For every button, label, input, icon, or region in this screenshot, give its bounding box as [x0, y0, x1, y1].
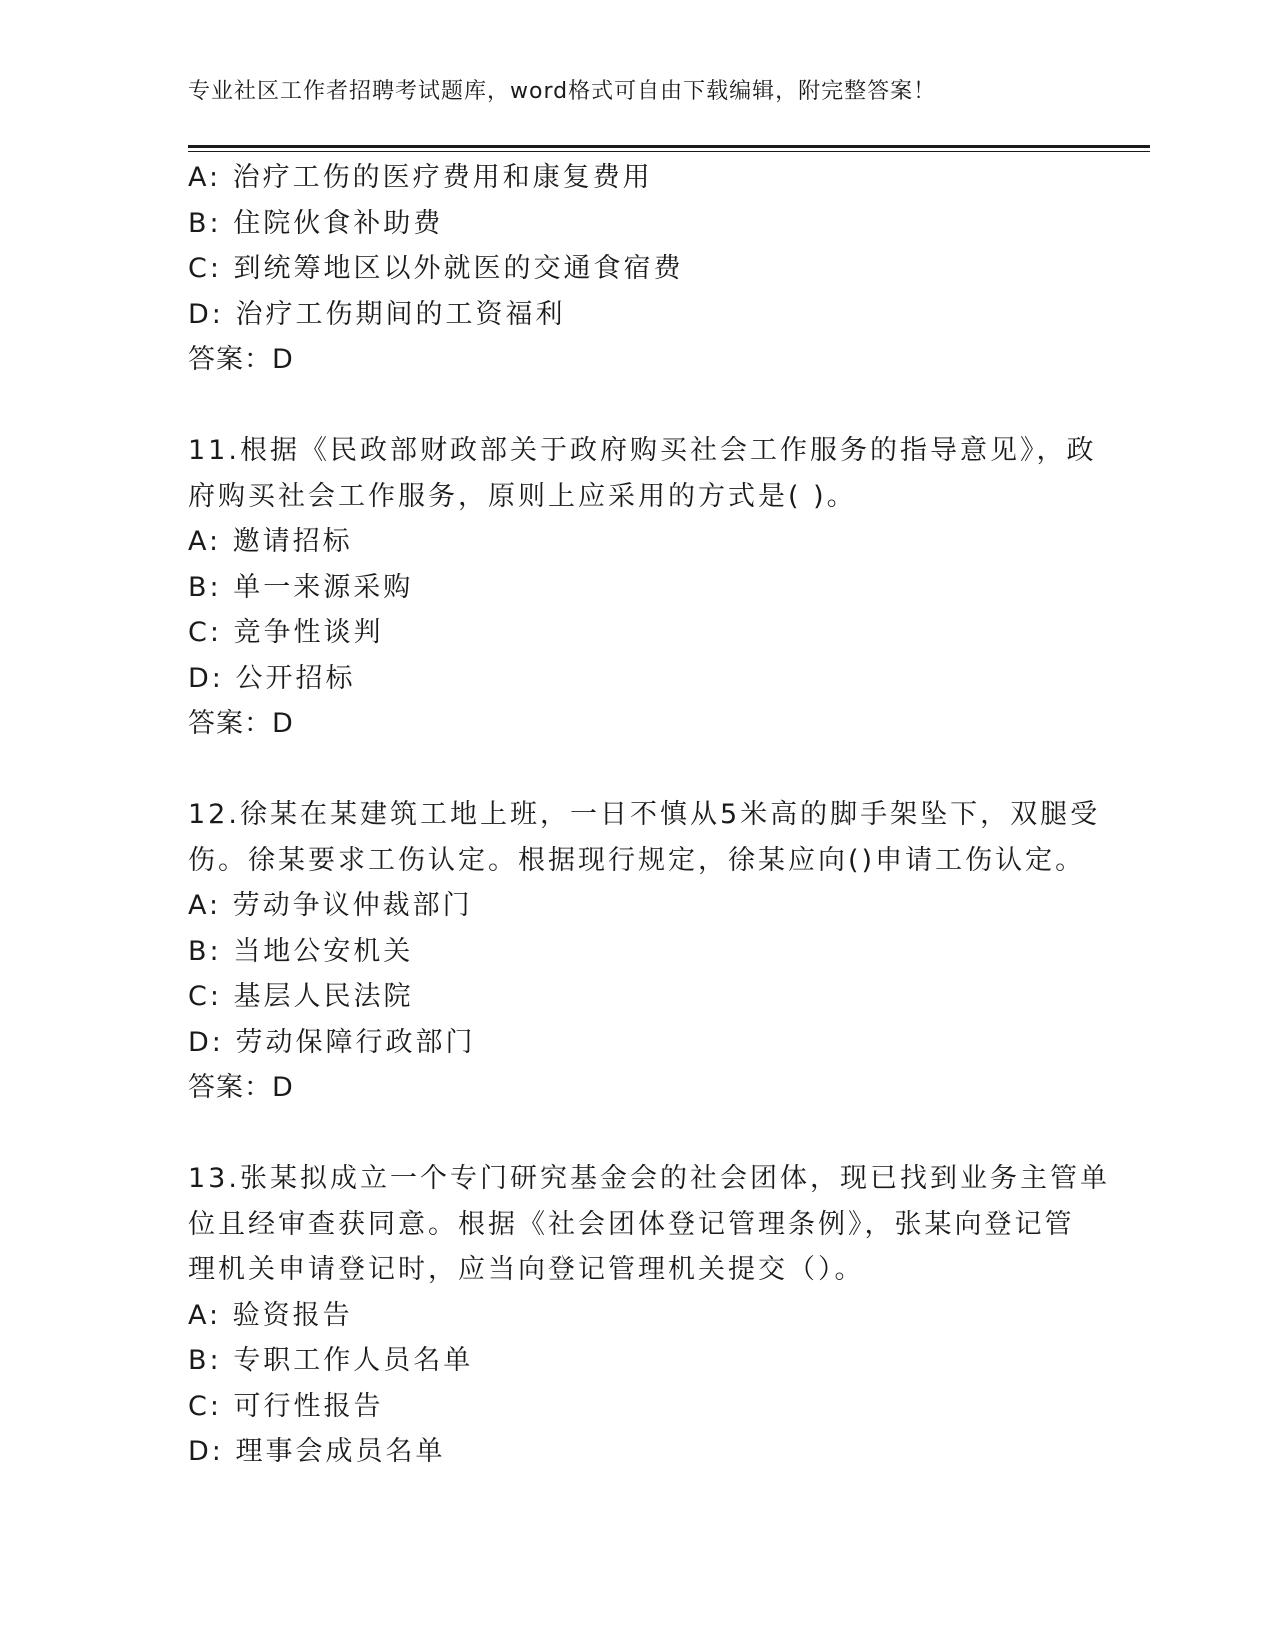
spacer [188, 747, 1068, 793]
option-c: C: 可行性报告 [188, 1390, 384, 1422]
header-rule-thin [188, 151, 1150, 152]
question-text-line: 12.徐某在某建筑工地上班，一日不慎从5米高的脚手架坠下，双腿受 [188, 799, 1101, 830]
question-text-line: 位且经审查获同意。根据《社会团体登记管理条例》，张某向登记管 [188, 1208, 1075, 1240]
option-b: B: 专职工作人员名单 [188, 1345, 474, 1376]
option-a: A: 劳动争议仲裁部门 [188, 890, 473, 921]
option-b: B: 单一来源采购 [188, 571, 414, 603]
answer: 答案：D [188, 1072, 294, 1103]
question-text-line: 理机关申请登记时，应当向登记管理机关提交（）。 [188, 1254, 865, 1285]
option-b: B: 住院伙食补助费 [188, 207, 444, 239]
question-text-line: 11.根据《民政部财政部关于政府购买社会工作服务的指导意见》，政 [188, 435, 1097, 466]
option-d: D: 治疗工伤期间的工资福利 [188, 298, 566, 330]
option-c: C: 基层人民法院 [188, 981, 414, 1012]
question-text-line: 伤。徐某要求工伤认定。根据现行规定，徐某应向()申请工伤认定。 [188, 844, 1086, 876]
answer: 答案：D [188, 344, 294, 375]
question-text-line: 13.张某拟成立一个专门研究基金会的社会团体，现已找到业务主管单 [188, 1163, 1110, 1194]
option-a: A: 邀请招标 [188, 526, 353, 557]
question-12 [188, 792, 1101, 1111]
option-b: B: 当地公安机关 [188, 935, 414, 967]
answer: 答案：D [188, 708, 294, 739]
document-body [188, 155, 1110, 1475]
page-header: 专业社区工作者招聘考试题库，word格式可自由下载编辑，附完整答案！ [188, 79, 937, 104]
question-text-line: 府购买社会工作服务，原则上应采用的方式是( )。 [188, 480, 857, 512]
spacer [188, 1111, 1068, 1157]
header-rule-thick [188, 145, 1150, 148]
option-a: A: 验资报告 [188, 1299, 353, 1331]
option-d: D: 理事会成员名单 [188, 1436, 446, 1467]
question-10-options [188, 155, 1068, 383]
spacer [188, 383, 1068, 429]
option-d: D: 公开招标 [188, 662, 356, 694]
question-13 [188, 1156, 1110, 1475]
option-d: D: 劳动保障行政部门 [188, 1026, 476, 1058]
question-11 [188, 428, 1097, 747]
option-c: C: 竞争性谈判 [188, 617, 384, 648]
option-c: C: 到统筹地区以外就医的交通食宿费 [188, 253, 684, 284]
option-a: A: 治疗工伤的医疗费用和康复费用 [188, 162, 653, 193]
